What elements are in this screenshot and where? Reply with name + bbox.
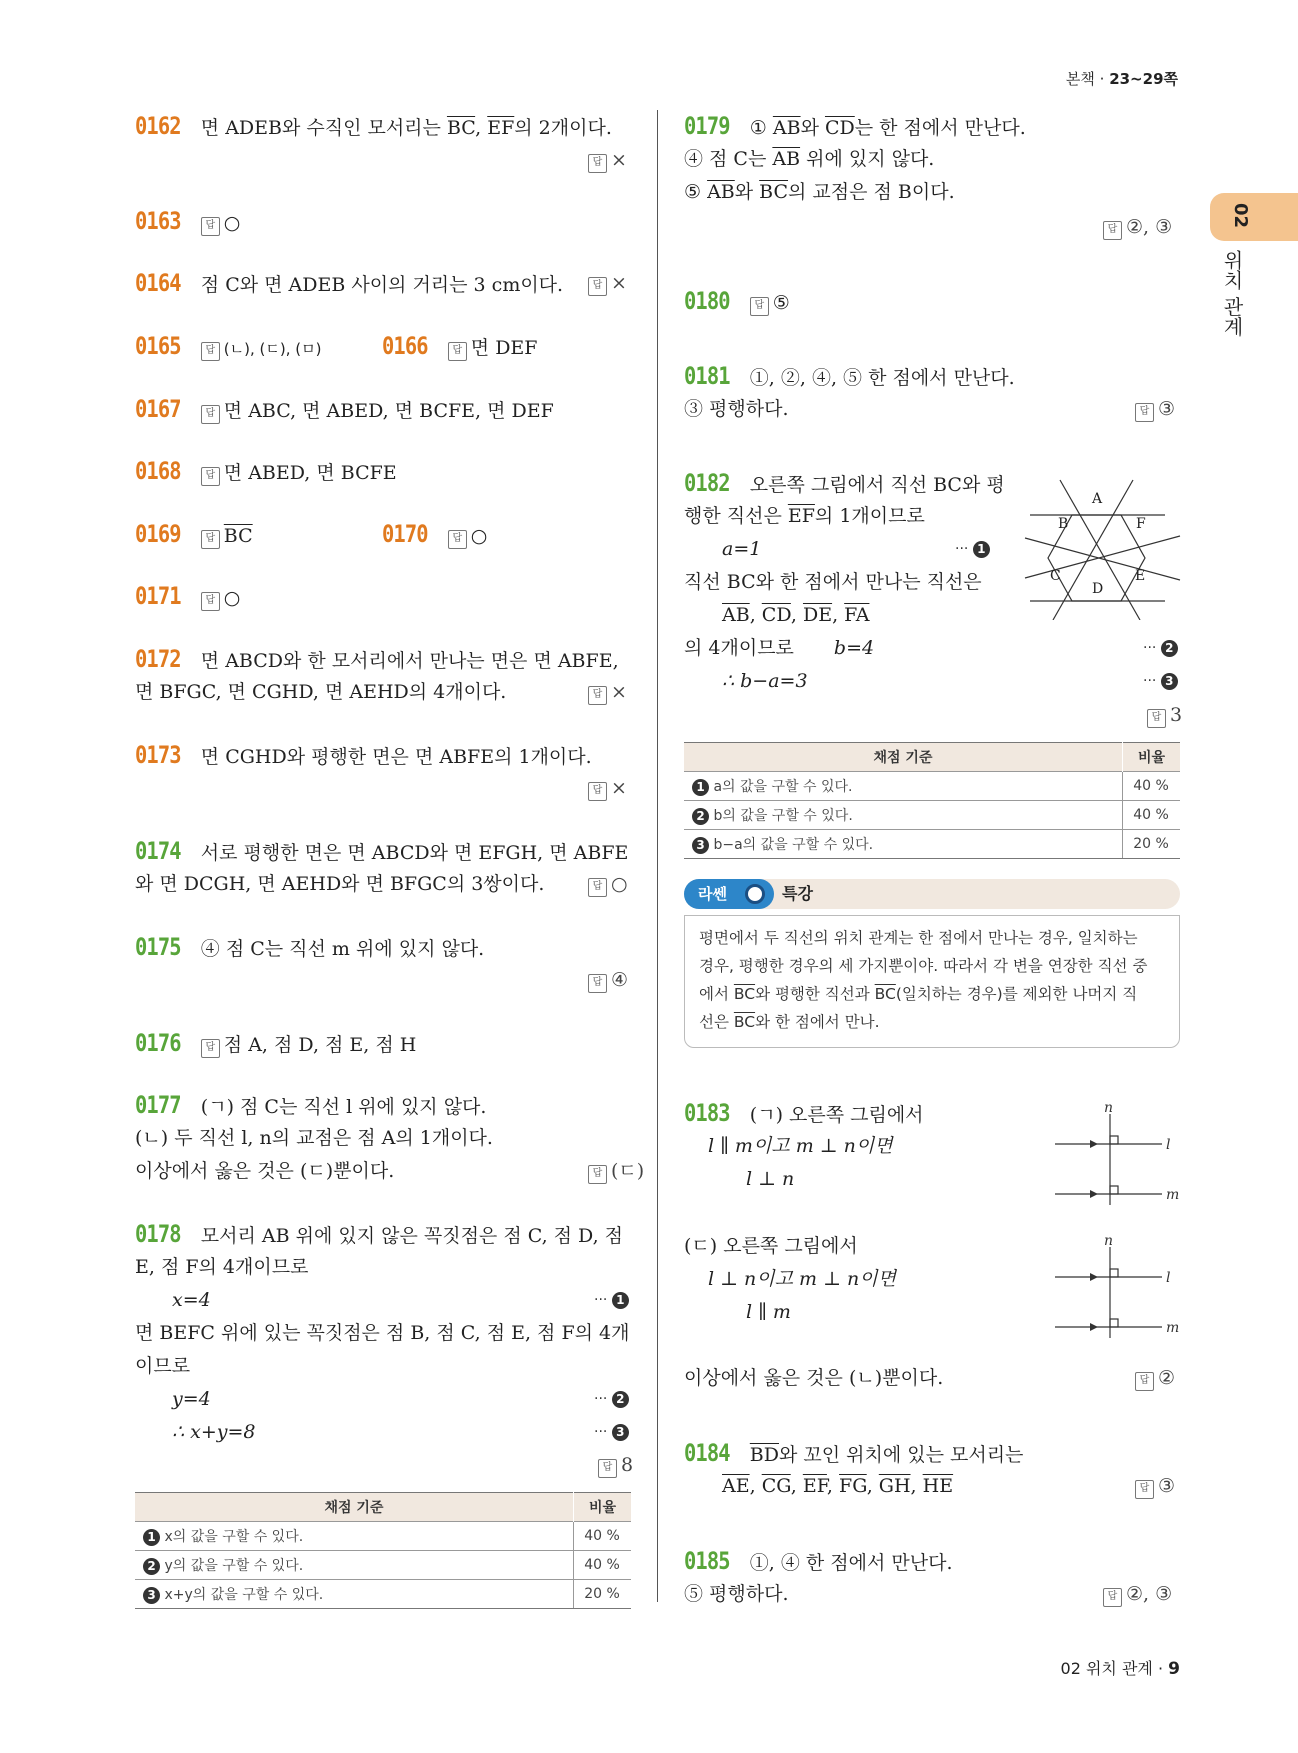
item-0184-edges: $\overline{AE}$, $\overline{CG}$, $\overline{EF}$, $\overline{FG}$, $\overline{GH}$, $\overline{HE}$ (722, 1475, 954, 1497)
item-0183 (684, 1097, 924, 1132)
table-row (135, 1551, 631, 1580)
answer-value: ③ (1158, 1475, 1176, 1497)
criteria-text: x의 값을 구할 수 있다. (164, 1529, 304, 1545)
answer-0173 (588, 772, 627, 805)
item-0177 (135, 1089, 486, 1124)
target-icon (745, 884, 765, 904)
segment-bc: $\overline{BC}$ (446, 117, 476, 139)
item-number: 0175 (135, 933, 181, 961)
answer-0183 (1135, 1362, 1175, 1395)
edge: $\overline{HE}$ (922, 1475, 954, 1497)
item-number: 0179 (684, 112, 730, 140)
item-number: 0180 (684, 287, 730, 315)
text-part: 와 평행한 직선과 (755, 985, 875, 1003)
answer-icon: 답 (1135, 1372, 1154, 1391)
item-0175 (135, 931, 484, 966)
label-f: F (1136, 516, 1146, 532)
answer-icon: 답 (1135, 1480, 1154, 1499)
item-0183-line4: (ㄷ) 오른쪽 그림에서 (684, 1235, 858, 1257)
step-marker-1: ··· 1 (955, 533, 990, 566)
step-marker-2: ··· 2 (594, 1383, 629, 1416)
line-ef: $\overline{EF}$ (787, 505, 815, 527)
line-de: $\overline{DE}$ (802, 604, 833, 626)
special-text-line (699, 1008, 1165, 1036)
item-0182-line2 (684, 500, 925, 533)
answer-value: ○ (223, 212, 241, 234)
page-footer: 02 위치 관계 · 9 (1060, 1659, 1180, 1679)
item-0178-eq3: ∴ x+y=8 (172, 1421, 256, 1443)
ratio-value: 40 % (1123, 772, 1181, 801)
answer-0185 (1103, 1578, 1172, 1611)
answer-value: ④ (611, 969, 629, 991)
item-number: 0162 (135, 112, 181, 140)
item-number: 0173 (135, 741, 181, 769)
line-bc: $\overline{BC}$ (733, 1013, 756, 1031)
text-part: 에서 (699, 985, 734, 1003)
item-number: 0172 (135, 645, 181, 673)
item-0180 (684, 285, 790, 320)
table-row (684, 772, 1180, 801)
special-text-line (699, 980, 1165, 1008)
item-0179 (684, 110, 1026, 145)
answer-0181 (1135, 393, 1175, 426)
item-0183-line7: 이상에서 옳은 것은 (ㄴ)뿐이다. (684, 1367, 944, 1389)
item-0177-line3: 이상에서 옳은 것은 (ㄷ)뿐이다. (135, 1160, 395, 1182)
item-text: 위에 있지 않다. (800, 148, 935, 170)
item-0182-line3: 직선 BC와 한 점에서 만나는 직선은 (684, 571, 982, 593)
step-marker-2: ··· 2 (1143, 632, 1178, 665)
step-marker-1: ··· 1 (594, 1284, 629, 1317)
answer-0164 (588, 267, 627, 300)
page-reference: 본책 · 23~29쪽 (1065, 70, 1178, 88)
label-c: C (1050, 568, 1061, 584)
answer-icon: 답 (588, 277, 607, 296)
ratio-value: 20 % (574, 1580, 632, 1609)
item-text: 면 CGHD와 평행한 면은 면 ABFE의 1개이다. (200, 746, 592, 768)
step-number: 1 (692, 779, 709, 796)
text-part: (일치하는 경우)를 제외한 나머지 직 (895, 985, 1138, 1003)
answer-0182 (1147, 699, 1182, 732)
column-divider (657, 110, 658, 1602)
item-text: 와 꼬인 위치에 있는 모서리는 (779, 1444, 1024, 1466)
table-header-criteria: 채점 기준 (135, 1493, 574, 1522)
item-0185 (684, 1545, 953, 1580)
label-m: m (1166, 1187, 1180, 1203)
answer-icon: 답 (201, 217, 220, 236)
item-0174-line2: 와 면 DCGH, 면 AEHD와 면 BFGC의 3쌍이다. (135, 873, 545, 895)
special-lecture-title: 특강 (782, 884, 813, 903)
criteria-text: x+y의 값을 구할 수 있다. (164, 1587, 324, 1603)
special-lecture-body (684, 915, 1180, 1048)
line-ab: $\overline{AB}$ (707, 181, 735, 203)
item-text: 는 한 점에서 만난다. (854, 117, 1026, 139)
line-ab: $\overline{AB}$ (722, 604, 750, 626)
item-text: ① (749, 117, 773, 139)
answer-icon: 답 (588, 878, 607, 897)
item-text: 오른쪽 그림에서 직선 BC와 평 (749, 474, 1005, 496)
item-0183-line2: l ∥ m이고 m ⊥ n이면 (708, 1135, 893, 1157)
item-0183-line5: l ⊥ n이고 m ⊥ n이면 (708, 1268, 896, 1290)
answer-value: 면 ABC, 면 ABED, 면 BCFE, 면 DEF (223, 400, 554, 422)
item-number: 0163 (135, 207, 181, 235)
item-text: (ㄱ) 점 C는 직선 l 위에 있지 않다. (200, 1096, 487, 1118)
answer-icon: 답 (598, 1459, 617, 1478)
answer-value: 점 A, 점 D, 점 E, 점 H (223, 1034, 417, 1056)
hexagon-figure (1020, 470, 1185, 620)
item-0183-line6: l ∥ m (746, 1301, 791, 1323)
answer-icon: 답 (1103, 221, 1122, 240)
label-l: l (1166, 1270, 1171, 1286)
edge: $\overline{FG}$ (839, 1475, 867, 1497)
item-0179-line2 (684, 143, 934, 176)
answer-value: $\overline{BC}$ (223, 525, 253, 547)
item-number: 0164 (135, 269, 181, 297)
answer-icon: 답 (201, 405, 220, 424)
answer-icon: 답 (448, 342, 467, 361)
table-row (135, 1522, 631, 1551)
answer-icon: 답 (750, 297, 769, 316)
answer-icon: 답 (588, 974, 607, 993)
answer-value: (ㄴ), (ㄷ), (ㅁ) (223, 340, 322, 358)
table-header-ratio: 비율 (574, 1493, 632, 1522)
item-0174 (135, 835, 628, 870)
answer-value: ○ (470, 525, 488, 547)
special-text-line: 평면에서 두 직선의 위치 관계는 한 점에서 만나는 경우, 일치하는 (699, 929, 1138, 947)
item-0182-line5 (684, 632, 874, 665)
item-number: 0165 (135, 332, 181, 360)
parallel-lines-figure-2 (1050, 1233, 1190, 1343)
answer-icon: 답 (1135, 403, 1154, 422)
label-n: n (1104, 1233, 1114, 1249)
item-text: ①, ④ 한 점에서 만난다. (749, 1552, 953, 1574)
item-0178-line4: 이므로 (135, 1355, 191, 1377)
label-b: B (1058, 516, 1069, 532)
criteria-text: b−a의 값을 구할 수 있다. (713, 837, 874, 853)
item-0182-eq1: a=1 (722, 538, 762, 560)
answer-icon: 답 (1103, 1588, 1122, 1607)
page-number: 9 (1168, 1659, 1180, 1679)
item-number: 0184 (684, 1439, 730, 1467)
label-e: E (1135, 568, 1146, 584)
label-n: n (1104, 1100, 1114, 1116)
item-0177-line2: (ㄴ) 두 직선 l, n의 교점은 점 A의 1개이다. (135, 1127, 493, 1149)
answer-icon: 답 (1147, 709, 1166, 728)
equation: b=4 (833, 637, 875, 659)
line-bc: $\overline{BC}$ (759, 181, 789, 203)
edge: $\overline{EF}$ (802, 1475, 827, 1497)
step-number: 1 (612, 1292, 629, 1309)
table-row (684, 830, 1180, 859)
step-number: 3 (1161, 673, 1178, 690)
step-number: 2 (1161, 640, 1178, 657)
answer-0174 (588, 868, 628, 901)
item-0181-line2: ③ 평행하다. (684, 398, 789, 420)
separator: , (475, 117, 488, 139)
step-marker-3: ··· 3 (594, 1416, 629, 1449)
table-header-criteria: 채점 기준 (684, 743, 1123, 772)
chapter-title: 위치 관계 (1220, 250, 1244, 337)
book-label: 본책 (1065, 70, 1095, 88)
item-0173 (135, 739, 592, 774)
item-0182-eq3: ∴ b−a=3 (722, 670, 808, 692)
step-number: 2 (692, 808, 709, 825)
item-0185-line2: ⑤ 평행하다. (684, 1583, 789, 1605)
text-part: 선은 (699, 1013, 734, 1031)
item-0183-line3: l ⊥ n (746, 1168, 795, 1190)
special-text-line: 경우, 평행한 경우의 세 가지뿐이야. 따라서 각 변을 연장한 직선 중 (699, 957, 1148, 975)
line-ab: $\overline{AB}$ (772, 117, 801, 139)
item-text: ⑤ (684, 181, 708, 203)
line-ab: $\overline{AB}$ (772, 148, 801, 170)
item-number: 0166 (382, 332, 428, 360)
item-0163 (135, 205, 240, 240)
item-text: 의 4개이므로 (684, 637, 794, 659)
item-0176 (135, 1027, 416, 1062)
answer-0184 (1135, 1470, 1175, 1503)
item-number: 0181 (684, 362, 730, 390)
criteria-text: b의 값을 구할 수 있다. (713, 808, 853, 824)
label-a: A (1092, 491, 1103, 507)
answer-value: 3 (1170, 704, 1183, 726)
line-cd: $\overline{CD}$ (824, 117, 855, 139)
answer-value: 면 ABED, 면 BCFE (223, 462, 397, 484)
answer-value: ○ (223, 587, 241, 609)
answer-icon: 답 (588, 1165, 607, 1184)
item-0169 (135, 518, 253, 553)
answer-icon: 답 (588, 686, 607, 705)
item-number: 0178 (135, 1220, 181, 1248)
item-0172-line2: 면 BFGC, 면 CGHD, 면 AEHD의 4개이다. (135, 681, 507, 703)
answer-icon: 답 (201, 342, 220, 361)
item-0184 (684, 1437, 1023, 1472)
item-number: 0168 (135, 457, 181, 485)
item-number: 0183 (684, 1099, 730, 1127)
answer-icon: 답 (201, 592, 220, 611)
item-text: 면 ADEB와 수직인 모서리는 (200, 117, 447, 139)
step-marker-3: ··· 3 (1143, 665, 1178, 698)
item-text: (ㄱ) 오른쪽 그림에서 (749, 1104, 924, 1126)
ratio-value: 40 % (1123, 801, 1181, 830)
line-bc: $\overline{BC}$ (874, 985, 896, 1003)
item-number: 0176 (135, 1029, 181, 1057)
item-number: 0171 (135, 582, 181, 610)
item-0178-eq2: y=4 (172, 1388, 211, 1410)
item-0170 (382, 518, 487, 553)
text-part: 와 한 점에서 만나. (755, 1013, 880, 1031)
step-number: 3 (692, 837, 709, 854)
page-range: 23~29쪽 (1109, 70, 1178, 88)
answer-value: 면 DEF (470, 337, 538, 359)
answer-icon: 답 (588, 154, 607, 173)
answer-value: × (611, 681, 627, 703)
line-bc: $\overline{BC}$ (733, 985, 756, 1003)
answer-value: ③ (1158, 398, 1176, 420)
item-text: 의 교점은 점 B이다. (788, 181, 955, 203)
item-number: 0177 (135, 1091, 181, 1119)
item-text: ①, ②, ④, ⑤ 한 점에서 만난다. (749, 367, 1015, 389)
step-number: 1 (973, 541, 990, 558)
parallel-lines-figure-1 (1050, 1100, 1190, 1210)
label-d: D (1092, 581, 1104, 597)
edge: $\overline{CG}$ (761, 1475, 791, 1497)
step-number: 1 (143, 1529, 160, 1546)
answer-icon: 답 (201, 467, 220, 486)
item-0168 (135, 455, 397, 490)
answer-0162 (588, 144, 627, 177)
criteria-text: a의 값을 구할 수 있다. (713, 779, 853, 795)
item-0164 (135, 267, 563, 302)
answer-value: ②, ③ (1126, 1583, 1173, 1605)
answer-0175 (588, 964, 628, 997)
item-0167 (135, 393, 554, 428)
item-number: 0167 (135, 395, 181, 423)
special-lecture-badge: 라쎈 (684, 879, 774, 909)
item-number: 0174 (135, 837, 181, 865)
step-number: 2 (143, 1558, 160, 1575)
answer-0172 (588, 676, 627, 709)
item-0178 (135, 1218, 623, 1253)
table-row (684, 801, 1180, 830)
line-fa: $\overline{FA}$ (844, 604, 870, 626)
line-cd: $\overline{CD}$ (761, 604, 791, 626)
item-text: 와 (800, 117, 825, 139)
edge: $\overline{AE}$ (722, 1475, 750, 1497)
segment-ef: $\overline{EF}$ (487, 117, 515, 139)
grading-table-right (684, 742, 1180, 859)
chapter-number: 02 (1230, 202, 1252, 229)
table-header-ratio: 비율 (1123, 743, 1181, 772)
answer-value: × (611, 777, 627, 799)
footer-chapter: 02 위치 관계 (1060, 1659, 1153, 1678)
label-m: m (1166, 1320, 1180, 1336)
item-0181 (684, 360, 1015, 395)
item-text: 점 C와 면 ADEB 사이의 거리는 3 cm이다. (200, 274, 564, 296)
item-number: 0169 (135, 520, 181, 548)
label-l: l (1166, 1137, 1171, 1153)
step-number: 2 (612, 1391, 629, 1408)
answer-value: × (611, 149, 627, 171)
item-0165 (135, 330, 321, 366)
ratio-value: 40 % (574, 1522, 632, 1551)
item-text: 행한 직선은 (684, 505, 788, 527)
item-text: ④ 점 C는 (684, 148, 773, 170)
answer-icon: 답 (448, 530, 467, 549)
item-text: 면 ABCD와 한 모서리에서 만나는 면은 면 ABFE, (200, 650, 619, 672)
answer-value: 8 (621, 1454, 634, 1476)
answer-value: ⑤ (772, 292, 790, 314)
item-text: 서로 평행한 면은 면 ABCD와 면 EFGH, 면 ABFE (200, 842, 629, 864)
item-0172 (135, 643, 619, 678)
answer-0177 (588, 1155, 644, 1188)
item-text: 모서리 AB 위에 있지 않은 꼭짓점은 점 C, 점 D, 점 (200, 1225, 624, 1247)
edge: $\overline{GH}$ (878, 1475, 911, 1497)
answer-value: ② (1158, 1367, 1176, 1389)
chapter-tab (1210, 193, 1298, 241)
answer-icon: 답 (588, 782, 607, 801)
answer-value: ○ (611, 873, 628, 895)
answer-value: × (611, 272, 627, 294)
item-number: 0170 (382, 520, 428, 548)
item-text: 와 (734, 181, 760, 203)
answer-0179 (1103, 211, 1172, 244)
item-number: 0182 (684, 469, 730, 497)
grading-table-left (135, 1492, 631, 1609)
answer-0178 (598, 1449, 633, 1482)
answer-value: ②, ③ (1126, 216, 1173, 238)
ratio-value: 40 % (574, 1551, 632, 1580)
item-text: ④ 점 C는 직선 m 위에 있지 않다. (200, 938, 485, 960)
item-number: 0185 (684, 1547, 730, 1575)
item-0178-line2: E, 점 F의 4개이므로 (135, 1256, 309, 1278)
answer-value: (ㄷ) (611, 1160, 645, 1182)
item-text: 의 1개이므로 (814, 505, 925, 527)
segment-bd: $\overline{BD}$ (749, 1444, 779, 1466)
item-0179-line3 (684, 176, 955, 209)
item-0178-eq1: x=4 (172, 1289, 211, 1311)
criteria-text: y의 값을 구할 수 있다. (164, 1558, 304, 1574)
item-0182 (684, 467, 1005, 502)
step-number: 3 (612, 1424, 629, 1441)
ratio-value: 20 % (1123, 830, 1181, 859)
item-0178-line3: 면 BEFC 위에 있는 꼭짓점은 점 B, 점 C, 점 E, 점 F의 4개 (135, 1322, 630, 1344)
answer-icon: 답 (201, 1039, 220, 1058)
item-0171 (135, 580, 240, 615)
item-text: 의 2개이다. (514, 117, 612, 139)
step-number: 3 (143, 1587, 160, 1604)
table-row (135, 1580, 631, 1609)
item-0182-line4: $\overline{AB}$, $\overline{CD}$, $\overline{DE}$, $\overline{FA}$ (722, 604, 870, 626)
answer-icon: 답 (201, 530, 220, 549)
item-0162 (135, 110, 612, 145)
item-0166 (382, 330, 537, 365)
